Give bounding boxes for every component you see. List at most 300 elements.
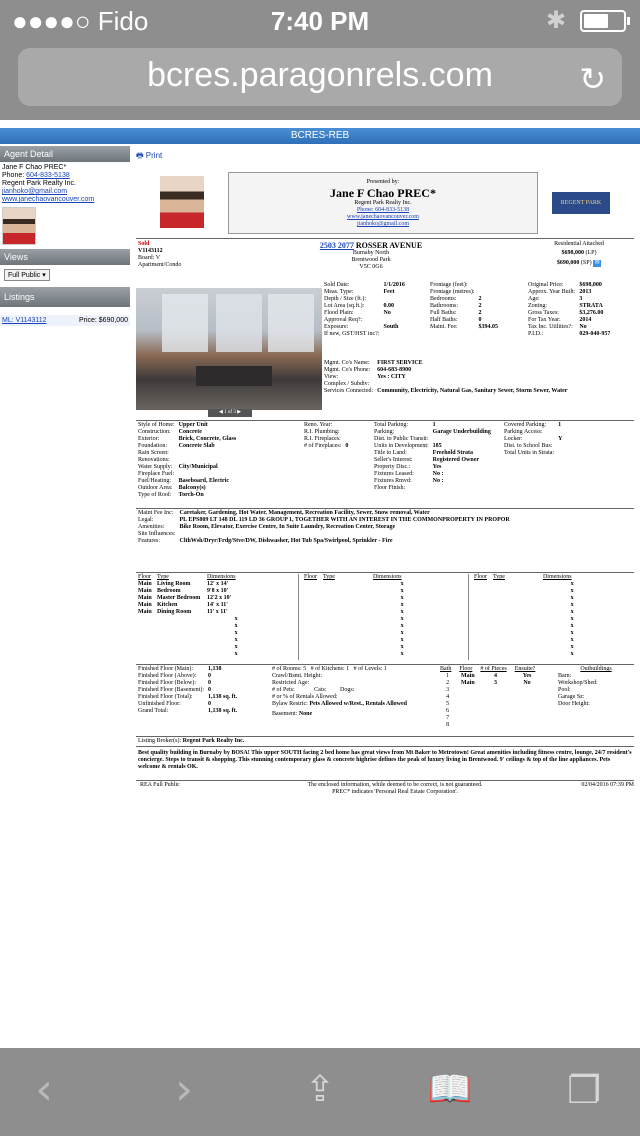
room-cell-empty: x [234, 651, 238, 657]
room-cell-empty: x [234, 644, 238, 650]
field-label: Legal: [138, 517, 154, 523]
bath-row [438, 701, 541, 708]
field-label: Maint. Fee: [430, 324, 458, 330]
room-cell-empty [472, 616, 491, 623]
field-value [382, 296, 407, 303]
field-value [343, 429, 350, 436]
outbuilding-item: Garage Sz: [558, 694, 585, 700]
room-row [136, 602, 240, 609]
bath-col-header: Floor [459, 666, 473, 672]
bath-cell [478, 701, 512, 708]
room-row [472, 588, 576, 595]
room-row [472, 609, 576, 616]
ml-number: V1143112 [138, 248, 163, 254]
bath-cell [513, 715, 542, 722]
bath-col-header: Ensuite? [514, 666, 536, 672]
field-label: Zoning: [528, 303, 547, 309]
listings-header: Listings [0, 287, 130, 307]
bath-cell [457, 708, 478, 715]
room-row [136, 637, 240, 644]
back-icon[interactable]: ‹ [35, 1064, 53, 1115]
detail-row [322, 331, 407, 338]
bath-row [438, 694, 541, 701]
detail-row [136, 450, 238, 457]
detail-row [372, 464, 493, 471]
field-value: 1,138 sq. ft. [208, 694, 238, 700]
field-label: P.I.D.: [528, 331, 544, 337]
field-label: Sold Date: [324, 282, 350, 288]
detail-row [526, 324, 612, 331]
room-cell-empty [321, 623, 371, 630]
bath-cell: 3 [446, 687, 450, 693]
field-value: City/Municipal [178, 464, 218, 470]
room-cell-empty: x [570, 581, 574, 587]
room-cell-empty: x [400, 609, 404, 615]
room-row [472, 623, 576, 630]
field-label: Mgmt. Co's Phone: [324, 367, 371, 373]
field-label: Lot Area (sq.ft.): [324, 303, 365, 309]
detail-row [372, 457, 493, 464]
field-value [556, 450, 564, 457]
detail-row [322, 310, 407, 317]
room-cell-empty [302, 588, 321, 595]
room-cell-empty [136, 651, 155, 658]
print-link[interactable]: 🖶 Print [136, 151, 163, 160]
field-value [343, 422, 350, 429]
rooms-table-2 [302, 574, 406, 658]
field-value: 0 [208, 680, 211, 686]
rooms-col-header: Floor [474, 574, 488, 580]
outbuilding-item: Door Height: [558, 701, 590, 707]
room-cell-empty [155, 644, 205, 651]
address-unit-link[interactable]: 2503 2077 [319, 241, 354, 250]
view-select[interactable]: Full Public ▾ [4, 269, 50, 281]
bath-cell: 1 [446, 673, 450, 679]
field-value: Freehold Strata [432, 450, 474, 456]
agent-name: Jane F Chao PREC* [2, 164, 67, 171]
room-cell-empty [472, 595, 491, 602]
features-right [372, 422, 493, 492]
field-label: Site Influences: [138, 531, 176, 537]
field-value: Concrete Slab [178, 443, 215, 449]
bath-cell [478, 722, 512, 729]
listing-ml-link[interactable]: ML: V1143112 [2, 317, 47, 324]
rooms-table [136, 574, 240, 658]
tabs-icon[interactable]: ❐ [566, 1068, 602, 1112]
bath-col-header: Bath [440, 666, 452, 672]
room-cell: 14' x 11' [206, 602, 228, 608]
field-label: R.I. Plumbing: [304, 429, 340, 435]
rooms-table-3 [472, 574, 576, 658]
bookmarks-icon[interactable]: 📖 [427, 1069, 473, 1110]
field-label: Fuel/Heating: [138, 478, 171, 484]
detail-row [322, 360, 569, 367]
room-row [472, 581, 576, 588]
room-row [472, 602, 576, 609]
room-cell-empty [491, 651, 541, 658]
outbuilding-item: Pool: [558, 687, 571, 693]
room-cell-empty: x [570, 616, 574, 622]
bath-cell [457, 701, 478, 708]
field-value [382, 331, 407, 338]
field-value [375, 381, 569, 388]
field-label: Construction: [138, 429, 171, 435]
detail-row [428, 282, 500, 289]
broker: Listing Broker(s): Regent Park Realty Inc. [138, 738, 245, 744]
detail-row [502, 429, 564, 436]
field-label: Maint Fee Inc: [138, 510, 174, 516]
field-label: Bedrooms: [430, 296, 457, 302]
field-label: Depth / Size (ft.): [324, 296, 366, 302]
field-label: Covered Parking: [504, 422, 547, 428]
room-cell-empty [321, 651, 371, 658]
field-label: Half Baths: [430, 317, 458, 323]
views-header: Views [0, 249, 130, 265]
detail-row [136, 687, 239, 694]
detail-row [136, 429, 238, 436]
field-value: Concrete [178, 429, 202, 435]
url-field[interactable] [18, 48, 622, 106]
detail-row [302, 443, 350, 450]
field-label: Style of Home: [138, 422, 175, 428]
field-label: R.I. Fireplaces: [304, 436, 341, 442]
room-cell-empty: x [570, 623, 574, 629]
room-cell-empty [491, 616, 541, 623]
field-label: Flood Plain: [324, 310, 354, 316]
field-value: $394.05 [478, 324, 498, 330]
detail-row [526, 303, 612, 310]
agent-email-link[interactable]: jianhoko@gmail.com [2, 188, 68, 195]
room-cell-empty: x [400, 595, 404, 601]
field-value [177, 457, 239, 464]
room-cell-empty [472, 651, 491, 658]
field-label: Features: [138, 538, 160, 544]
room-cell-empty [472, 644, 491, 651]
field-value: 1,138 sq. ft. [208, 708, 238, 714]
mgmt-table [322, 360, 569, 395]
room-cell-empty: x [400, 630, 404, 636]
detail-row [372, 429, 493, 436]
bath-cell [478, 715, 512, 722]
field-value [178, 531, 512, 538]
room-cell-empty: x [234, 630, 238, 636]
room-cell-empty [491, 588, 541, 595]
detail-row [502, 450, 564, 457]
field-value [476, 282, 500, 289]
room-cell-empty [155, 637, 205, 644]
bath-cell: Yes [522, 673, 532, 679]
field-label: Dist. to Public Transit: [374, 436, 429, 442]
room-cell-empty: x [234, 637, 238, 643]
agent-office: Regent Park Realty Inc. [2, 180, 76, 187]
room-cell: Kitchen [157, 602, 178, 608]
room-cell-empty [321, 616, 371, 623]
room-cell-empty [302, 609, 321, 616]
agent-photo-large [160, 176, 204, 228]
detail-row [322, 367, 569, 374]
room-row [136, 651, 240, 658]
room-row [302, 630, 406, 637]
field-value: Upper Unit [178, 422, 208, 428]
bluetooth-icon: ✱ [546, 7, 567, 34]
field-label: Total Units in Strata: [504, 450, 555, 456]
counts: # of Rooms: 5 # of Kitchens: 1 # of Levels: 1 Crawl/Bsmt. Height: Restricted Age: # of Pets: Cats: Dogs: # or % of Rentals Allowed: Bylaw Restric: Pets Allowed w/Rest., Rentals Allowed Basement: None [272, 666, 407, 717]
bath-cell: 5 [446, 701, 450, 707]
field-value [556, 443, 564, 450]
room-cell-empty [136, 637, 155, 644]
field-label: Dist. to School Bus: [504, 443, 553, 449]
rooms-col-header: Dimensions [542, 574, 572, 580]
agent-detail [0, 162, 130, 245]
room-cell: Main [138, 609, 152, 615]
bath-row [438, 680, 541, 687]
bath-cell: Main [461, 673, 475, 679]
room-cell-empty [472, 630, 491, 637]
field-value: 2 [478, 310, 482, 316]
bath-row [438, 673, 541, 680]
bath-col-header: # of Pieces [480, 666, 507, 672]
field-label: Grand Total: [138, 708, 169, 714]
detail-row [372, 478, 493, 485]
detail-row [502, 422, 564, 429]
field-label: Gross Taxes: [528, 310, 559, 316]
reload-icon[interactable]: ↻ [579, 60, 606, 98]
room-row [136, 588, 240, 595]
clock: 7:40 PM [270, 6, 370, 36]
room-cell-empty: x [234, 623, 238, 629]
detail-row [136, 422, 238, 429]
rooms-col-header: Type [323, 574, 335, 580]
presenter-name: Jane F Chao PREC* [330, 186, 436, 200]
bath-cell: No [523, 680, 531, 686]
field-value [177, 450, 239, 457]
bath-cell [513, 722, 542, 729]
room-cell: Main [138, 581, 152, 587]
agent-detail-header: Agent Detail [0, 146, 130, 162]
details-table-3 [526, 282, 612, 338]
field-value: 029-040-957 [579, 331, 611, 337]
detail-row [428, 303, 500, 310]
detail-row [372, 443, 493, 450]
field-label: Parking: [374, 429, 395, 435]
room-cell-empty [491, 595, 541, 602]
bath-cell: 3 [494, 680, 498, 686]
detail-row [526, 296, 612, 303]
detail-row [322, 388, 569, 395]
detail-row [136, 531, 512, 538]
field-value: 0 [208, 673, 211, 679]
room-cell-empty [136, 623, 155, 630]
status-sold: Sold [138, 241, 150, 247]
room-cell-empty: x [400, 616, 404, 622]
room-cell-empty [136, 630, 155, 637]
room-cell-empty [321, 588, 371, 595]
room-row [302, 588, 406, 595]
web-content: BCRES-REB Agent Detail Jane F Chao PREC* Phone: 604-833-5138 Regent Park Realty Inc. jianhoko@gmail.com www.janechaovancouver.com Views Full Public ▾ Listings ML: V1143112 Price: $690,000 🖶 Print Presented by: Jane F Chao PREC* Regent Park Realty Inc. Phone: 604-833-5138 www.janechaovancouver.com jianhoko@gmail.com REGENT PARK Sold V1143112 Board: V Apartment/Condo 2503 2077 ROSSER AVENUE Burnaby North Brentwood Park V5C 0G6 Residential Attached $698,000 (LP) $690,000 (SP) ✉ ◀ 1 of 3 ▶ Sold Date: 1/1/2016 Meas. Type: Feet Depth / Size (ft.): Lot Area (sq.ft.): 0.00 Flood Plain: No Approval Req?: Exposure: South If new, GST/HST inc?: Frontage (feet): Frontage (metres): Bedrooms: 2 Bathrooms: 2 Full Baths: 2 Half Baths: 0 Maint. Fee: $394.05 Original Price: $698,000 Approx. Year Built: 2013 Age: 3 Zoning: STRATA Gross Taxes: $3,276.00 For Tax Year: 2014 Tax Inc. Utilities?: No P.I.D.: 029-040-957 Mgmt. Co's Name: FIRST SERVICE Mgmt. Co's Phone: 604-683-8900 View: Yes : CITY Complex / Subdiv: Services Connected: Community, Electricity, Natural Gas, Sanitary Sewer, Storm Sewer, Water Style of Home: Upper Unit Construction: Concrete Exterior: Brick, Concrete, Glass Foundation: Concrete Slab Rain Screen: Renovations: Water Supply: City/Municipal Fireplace Fuel: Fuel/Heating: Baseboard, Electric Outdoor Area: Balcony(s) Type of Roof: Torch-On Reno. Year: R.I. Plumbing: R.I. Fireplaces: # of Fireplaces: 0 Total Parking: 1 Parking: Garage Underbuilding Dist. to Public Transit: Units in Development: 185 Title to Land: Freehold Strata Seller's Interest: Registered Owner Property Disc.: Yes Fixtures Leased: No : Fixtures Rmvd: No : Floor Finish: Covered Parking: 1 Parking Access: Locker: Y Dist. to School Bus: Total Units in Strata: Maint Fee Inc: Caretaker, Gardening, Hot Water, Management, Recreation Facility, Sewer, Snow removal, Water Legal: PL EPS809 LT 148 DL 119 LD 36 GROUP 1, TOGETHER WITH AN INTEREST IN THE COMMONPROPERTY IN PROPOR Amenities: Bike Room, Elevator, Exercise Centre, In Suite Laundry, Recreation Center, Storage Site Influences: Features: ClthWsh/Dryr/Frdg/Stve/DW, Dishwasher, Hot Tub Spa/Swirlpool, Sprinkler - Fire Floor Type Dimensions Main Living Room 12' x 14' Main Bedroom 9'8 x 10' Main Master Bedroom 12'2 x 10' Main Kitchen 14' x 11' Main Dining Room 11' x 11' x x x x x x Floor Type Dimensions x x x x x x x x x x x Floor Type Dimensions x x x x x x x x x x x Finished Floor (Main): 1,138 Finished Floor (Above): 0 Finished Floor (Below): 0 Finished Floor (Basement): 0 Finished Floor (Total): 1,138 sq. ft. Unfinished Floor: 0 Grand Total: 1,138 sq. ft. # of Rooms: 5 # of Kitchens: 1 # of Levels: 1 Crawl/Bsmt. Height: Restricted Age: # of Pets: Cats: Dogs: # or % of Rentals Allowed: Bylaw Restric: Pets Allowed w/Rest., Rentals Allowed Basement: None Bath Floor # of Pieces Ensuite? 1 Main 4 Yes 2 Main 3 No 3 4 5 6 7 8 Outbuildings Barn: Workshop/Shed: Pool: Garage Sz: Door Height: Listing Broker(s): Regent Park Realty Inc. Best quality building in Burnaby by BOSA! This upper SOUTH facing 2 bed home has great views from Mt Baker to Metrotown! Great amenities including fitness centre, lounge, 24/7 resident's concierge. Steps to transit & shopping. This stunning contemporary glass & concrete highrise defines the peak of luxury living in Brentwood. 9' ceilings & top of the line appliances. Pets welcome & rentals OK. REA Full Public The enclosed information, while deemed to be correct, is not guaranteed. PREC* indicates 'Personal Real Estate Corporation'. 02/04/2016 07:39 PM [0, 120, 640, 1048]
field-label: Type of Roof: [138, 492, 172, 498]
bath-cell [457, 722, 478, 729]
room-cell-empty [472, 588, 491, 595]
listing-header: Sold V1143112 Board: V Apartment/Condo 2503 2077 ROSSER AVENUE Burnaby North Brentwood Park V5C 0G6 Residential Attached $698,000 (LP) $690,000 (SP) ✉ [136, 238, 634, 272]
field-label: Foundation: [138, 443, 168, 449]
field-label: Tax Inc. Utilities?: [528, 324, 573, 330]
room-cell-empty [155, 630, 205, 637]
detail-row [136, 708, 239, 715]
bath-cell [478, 694, 512, 701]
bath-cell [513, 694, 542, 701]
share-icon[interactable]: ⇪ [304, 1069, 336, 1110]
bath-cell [478, 708, 512, 715]
detail-row [428, 324, 500, 331]
detail-row [136, 471, 238, 478]
room-cell: Main [138, 588, 152, 594]
field-value: 2014 [579, 317, 592, 323]
detail-row [322, 282, 407, 289]
field-label: Amenities: [138, 524, 165, 530]
rooms-col-header: Dimensions [372, 574, 402, 580]
field-value: Yes : CITY [377, 374, 406, 380]
print-icon: 🖶 [136, 151, 144, 160]
room-cell: 12' x 14' [206, 581, 229, 587]
room-cell-empty: x [570, 644, 574, 650]
room-row [136, 644, 240, 651]
room-row [302, 644, 406, 651]
photo-counter[interactable]: ◀ 1 of 3 ▶ [208, 409, 252, 417]
detail-row [136, 666, 239, 673]
field-value [431, 436, 493, 443]
detail-row [526, 289, 612, 296]
field-label: Exterior: [138, 436, 160, 442]
room-cell-empty: x [400, 581, 404, 587]
room-cell-empty [472, 602, 491, 609]
detail-row [526, 310, 612, 317]
room-cell-empty [321, 602, 371, 609]
field-value: Balcony(s) [178, 485, 206, 491]
field-value: Baseboard, Electric [178, 478, 229, 484]
field-label: Property Disc.: [374, 464, 411, 470]
room-row [136, 616, 240, 623]
field-value: STRATA [579, 303, 603, 309]
forward-icon[interactable]: › [175, 1064, 193, 1115]
field-value [343, 436, 350, 443]
agent-web-link[interactable]: www.janechaovancouver.com [2, 196, 95, 203]
detail-row [372, 471, 493, 478]
room-cell-empty [491, 602, 541, 609]
detail-row [302, 429, 350, 436]
field-label: Fireplace Fuel: [138, 471, 175, 477]
room-cell-empty: x [400, 602, 404, 608]
room-cell-empty: x [400, 623, 404, 629]
bath-cell: 8 [446, 722, 450, 728]
rooms-col-header: Dimensions [206, 574, 236, 580]
room-row [302, 637, 406, 644]
room-row [472, 630, 576, 637]
detail-row [322, 374, 569, 381]
field-label: Frontage (feet): [430, 282, 468, 288]
field-value: 3 [579, 296, 583, 302]
field-label: Unfinished Floor: [138, 701, 181, 707]
room-cell: Living Room [157, 581, 191, 587]
room-row [472, 616, 576, 623]
room-cell-empty: x [400, 588, 404, 594]
room-cell-empty [472, 623, 491, 630]
room-cell: Master Bedroom [157, 595, 201, 601]
room-cell-empty [491, 644, 541, 651]
field-value: Bike Room, Elevator, Exercise Centre, In Suite Laundry, Recreation Center, Storage [179, 524, 396, 530]
room-cell: Bedroom [157, 588, 181, 594]
room-row [472, 595, 576, 602]
detail-row [302, 422, 350, 429]
field-label: Approx. Year Built: [528, 289, 576, 295]
room-row [302, 616, 406, 623]
address-bar [0, 40, 640, 120]
field-value: 0 [478, 317, 482, 323]
field-value: $698,000 [579, 282, 602, 288]
info-icon[interactable]: ✉ [594, 260, 600, 266]
detail-row [322, 296, 407, 303]
room-row [302, 609, 406, 616]
features-mid [302, 422, 350, 450]
room-cell-empty: x [570, 602, 574, 608]
room-cell-empty [321, 595, 371, 602]
room-cell-empty: x [570, 651, 574, 657]
detail-row [322, 381, 569, 388]
room-cell-empty [321, 630, 371, 637]
field-value: PL EPS809 LT 148 DL 119 LD 36 GROUP 1, TOGETHER WITH AN INTEREST IN THE COMMONPROPERTY IN PROPOR [179, 517, 510, 523]
sold-price: $690,000 [556, 260, 580, 266]
room-cell-empty [472, 637, 491, 644]
field-value: Brick, Concrete, Glass [178, 436, 237, 442]
detail-row [526, 331, 612, 338]
bath-cell [457, 694, 478, 701]
field-label: Finished Floor (Basement): [138, 687, 204, 693]
detail-row [372, 485, 493, 492]
detail-row [136, 478, 238, 485]
detail-row [136, 680, 239, 687]
field-value: No [383, 310, 391, 316]
detail-row [372, 450, 493, 457]
field-label: Outdoor Area: [138, 485, 173, 491]
bath-cell [513, 701, 542, 708]
field-value: Registered Owner [432, 457, 480, 463]
field-value: $3,276.00 [579, 310, 604, 316]
listing-photo[interactable] [136, 288, 322, 410]
room-cell-empty [136, 644, 155, 651]
field-label: Age: [528, 296, 540, 302]
field-value: 1 [432, 422, 436, 428]
room-cell-empty [472, 609, 491, 616]
room-row [472, 644, 576, 651]
bath-cell: 2 [446, 680, 450, 686]
room-cell-empty: x [400, 637, 404, 643]
field-value: 0 [208, 701, 211, 707]
agent-phone-label: Phone: [2, 172, 27, 179]
agent-phone-link[interactable]: 604-833-5138 [26, 172, 70, 179]
list-price: $698,000 [561, 250, 584, 256]
detail-row [322, 303, 407, 310]
room-row [136, 595, 240, 602]
room-cell-empty: x [234, 616, 238, 622]
room-row [302, 581, 406, 588]
listing-row[interactable] [0, 315, 130, 326]
field-value: Community, Electricity, Natural Gas, Sanitary Sewer, Storm Sewer, Water [377, 388, 568, 394]
field-label: Finished Floor (Above): [138, 673, 197, 679]
room-cell-empty [491, 581, 541, 588]
field-label: Bathrooms: [430, 303, 458, 309]
field-label: Units in Development: [374, 443, 429, 449]
field-label: Full Baths: [430, 310, 457, 316]
field-value: Garage Underbuilding [432, 429, 491, 435]
